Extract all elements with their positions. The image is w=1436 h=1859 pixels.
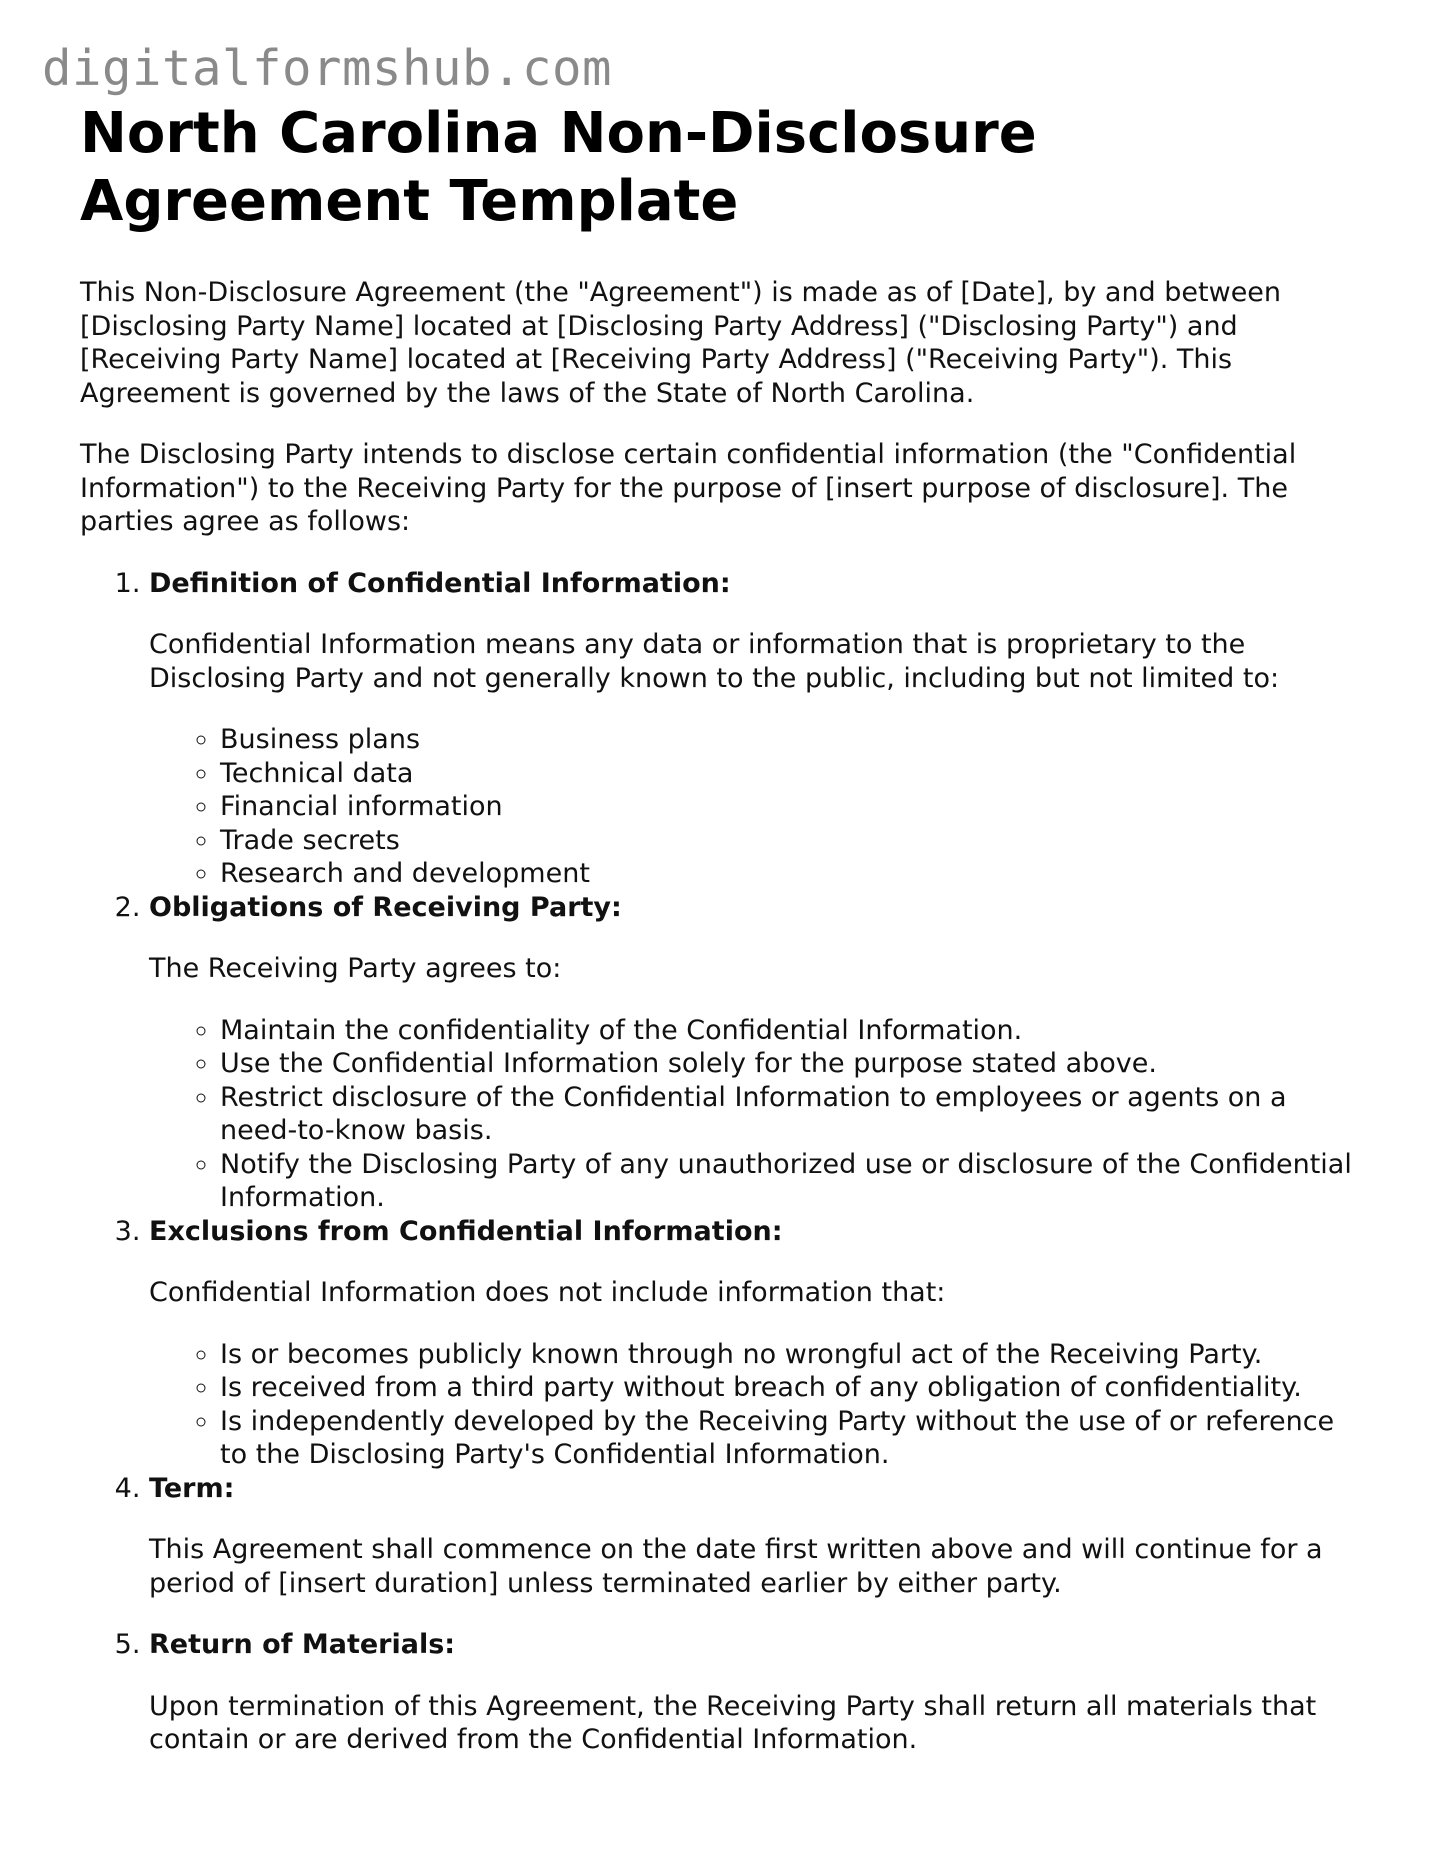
section-heading: 4. Term: — [149, 1472, 235, 1504]
section-body: Confidential Information does not include information that: — [149, 1277, 946, 1308]
section-body: This Agreement shall commence on the date first written above and will continue for a period of [insert duration] unless terminated earlier by either party. — [149, 1534, 1323, 1599]
section-exclusions — [149, 1215, 1360, 1472]
list-item: ◦ Notify the Disclosing Party of any unauthorized use or disclosure of the Confidential Information. — [220, 1148, 1360, 1215]
list-item: ◦ Is independently developed by the Receiving Party without the use of or reference to the Disclosing Party's Confidential Information. — [220, 1405, 1360, 1472]
list-item: ◦ Technical data — [220, 757, 1360, 791]
section-body: Confidential Information means any data or information that is proprietary to the Disclosing Party and not generally known to the public, including but not limited to: — [149, 629, 1280, 694]
section-heading: 2. Obligations of Receiving Party: — [149, 891, 622, 923]
section-definition — [149, 567, 1360, 891]
list-item: ◦ Trade secrets — [220, 824, 1360, 858]
list-item: ◦ Is received from a third party without breach of any obligation of confidentiality. — [220, 1371, 1360, 1405]
section-body: Upon termination of this Agreement, the Receiving Party shall return all materials that contain or are derived from the Confidential Information. — [149, 1690, 1317, 1755]
sub-list — [149, 1014, 1360, 1215]
page-title: North Carolina Non-Disclosure Agreement Template — [80, 101, 1037, 234]
section-heading: 3. Exclusions from Confidential Information: — [149, 1215, 783, 1247]
intro-paragraph: This Non-Disclosure Agreement (the "Agreement") is made as of [Date], by and between [Disclosing Party Name] located at [Disclosing Party Address] ("Disclosing Party") and [Receiving Party Name] located at [Receiving Party Address] ("Receiving Party"). This Agreement is governed by the laws of the State of North Carolina. — [80, 277, 1282, 409]
list-item: ◦ Maintain the confidentiality of the Confidential Information. — [220, 1014, 1360, 1048]
section-heading: 5. Return of Materials: — [149, 1629, 456, 1660]
list-item: ◦ Use the Confidential Information solely for the purpose stated above. — [220, 1047, 1360, 1081]
section-obligations — [149, 891, 1360, 1215]
sub-list — [149, 1338, 1360, 1472]
sub-list — [149, 723, 1360, 891]
list-item: ◦ Financial information — [220, 790, 1360, 824]
sections-list — [80, 567, 1360, 1757]
document-page — [80, 100, 1360, 1785]
list-item: ◦ Research and development — [220, 857, 1360, 891]
section-heading: 1. Definition of Confidential Information: — [149, 567, 731, 599]
watermark-text: digitalformshub.com — [42, 40, 613, 97]
list-item: ◦ Business plans — [220, 723, 1360, 757]
list-item: ◦ Is or becomes publicly known through no wrongful act of the Receiving Party. — [220, 1338, 1360, 1372]
section-body: The Receiving Party agrees to: — [149, 953, 562, 984]
section-term — [149, 1472, 1360, 1601]
list-item: ◦ Restrict disclosure of the Confidential Information to employees or agents on a need-to-know basis. — [220, 1081, 1360, 1148]
section-return-of-materials — [149, 1628, 1360, 1757]
purpose-paragraph: The Disclosing Party intends to disclose certain confidential information (the "Confidential Information") to the Receiving Party for the purpose of [insert purpose of disclosure]. The parties agree as follows: — [80, 439, 1297, 537]
